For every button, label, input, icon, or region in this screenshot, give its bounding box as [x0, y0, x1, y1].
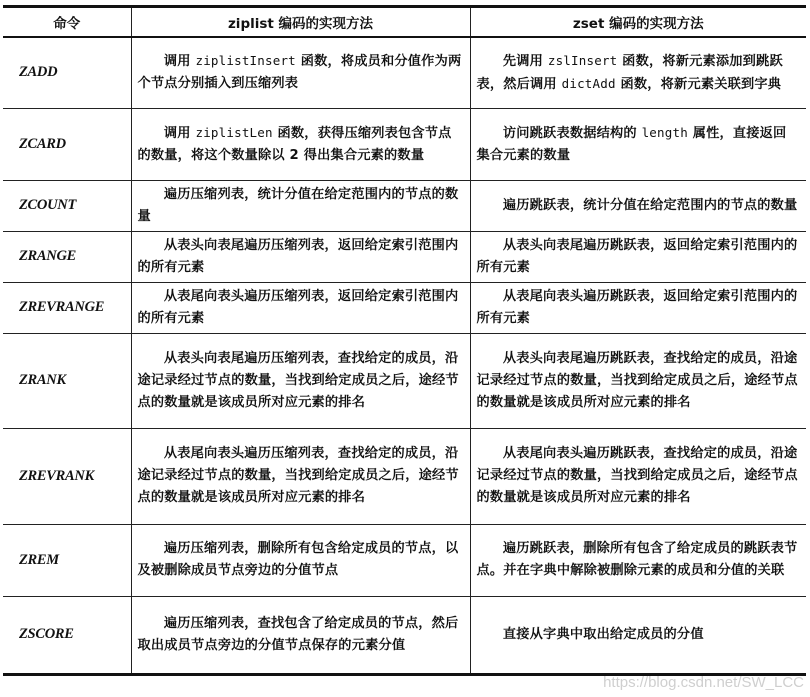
zset-impl-cell	[470, 108, 806, 180]
ziplist-impl-cell	[131, 428, 470, 524]
desc-text: 遍历压缩列表，删除所有包含给定成员的节点，以及被删除成员节点旁边的分值节点	[137, 541, 459, 578]
table-row	[3, 108, 806, 180]
zset-impl-cell	[470, 282, 806, 333]
desc-text: 遍历压缩列表，统计分值在给定范围内的节点的数量	[137, 186, 459, 224]
zset-impl-cell	[470, 37, 806, 108]
ziplist-impl-cell	[131, 282, 470, 333]
command-cell: ZREVRANK	[3, 428, 131, 524]
desc-text: 从表尾向表头遍历跳跃表，返回给定索引范围内的所有元素	[476, 288, 798, 326]
command-cell: ZREVRANGE	[3, 282, 131, 333]
zset-impl-cell	[470, 524, 806, 596]
header-row	[3, 7, 806, 38]
desc-text: 遍历压缩列表，查找包含了给定成员的节点，然后取出成员节点旁边的分值节点保存的元素分值	[137, 615, 459, 653]
ziplist-impl-cell	[131, 37, 470, 108]
ziplist-impl-cell	[131, 180, 470, 231]
table-row	[3, 596, 806, 674]
code-identifier: dictAdd	[561, 75, 616, 91]
command-cell: ZCARD	[3, 108, 131, 180]
ziplist-impl-cell	[131, 596, 470, 674]
desc-text: 访问跳跃表数据结构的	[502, 125, 642, 141]
redis-zset-commands-table	[3, 5, 806, 676]
code-identifier: ziplistLen	[195, 124, 273, 140]
table-body	[3, 37, 806, 674]
desc-text: 函数，将新元素添加到跳跃表，然后调用	[476, 53, 783, 92]
header-command: 命令	[3, 7, 131, 38]
table-row	[3, 428, 806, 524]
desc-text: 从表头向表尾遍历跳跃表，查找给定的成员，沿途记录经过节点的数量，当找到给定成员之后，途经节点的数量就是该成员所对应元素的排名	[476, 350, 798, 410]
code-identifier: ziplistInsert	[195, 53, 296, 69]
desc-text: 从表尾向表头遍历跳跃表，查找给定的成员，沿途记录经过节点的数量，当找到给定成员之后，途经节点的数量就是该成员所对应元素的排名	[476, 446, 798, 505]
table-row	[3, 282, 806, 333]
zset-impl-cell	[470, 333, 806, 428]
desc-text: 函数，获得压缩列表包含节点的数量，将这个数量除以 2 得出集合元素的数量	[137, 125, 452, 163]
ziplist-impl-cell	[131, 524, 470, 596]
zset-impl-cell	[470, 231, 806, 282]
desc-text: 先调用	[502, 53, 548, 69]
table-row	[3, 231, 806, 282]
desc-text: 从表头向表尾遍历压缩列表，返回给定索引范围内的所有元素	[137, 237, 459, 275]
table-row	[3, 37, 806, 108]
zset-impl-cell	[470, 428, 806, 524]
header-zset: zset 编码的实现方法	[470, 7, 806, 38]
command-cell: ZREM	[3, 524, 131, 596]
ziplist-impl-cell	[131, 333, 470, 428]
table-row	[3, 180, 806, 231]
desc-text: 遍历跳跃表，统计分值在给定范围内的节点的数量	[502, 197, 798, 213]
desc-text: 函数，将成员和分值作为两个节点分别插入到压缩列表	[137, 54, 462, 92]
code-identifier: zslInsert	[547, 52, 618, 68]
desc-text: 调用	[163, 125, 196, 141]
command-cell: ZADD	[3, 37, 131, 108]
code-identifier: length	[641, 124, 688, 140]
command-cell: ZSCORE	[3, 596, 131, 674]
zset-impl-cell	[470, 180, 806, 231]
desc-text: 从表头向表尾遍历跳跃表，返回给定索引范围内的所有元素	[476, 237, 798, 275]
command-cell: ZRANK	[3, 333, 131, 428]
header-ziplist: ziplist 编码的实现方法	[131, 7, 470, 38]
desc-text: 从表尾向表头遍历压缩列表，查找给定的成员，沿途记录经过节点的数量，当找到给定成员之后，途经节点的数量就是该成员所对应元素的排名	[137, 446, 459, 505]
desc-text: 遍历跳跃表，删除所有包含了给定成员的跳跃表节点。并在字典中解除被删除元素的成员和分值的关联	[476, 541, 798, 578]
desc-text: 从表头向表尾遍历压缩列表，查找给定的成员，沿途记录经过节点的数量，当找到给定成员之后，途经节点的数量就是该成员所对应元素的排名	[137, 350, 459, 410]
desc-text: 直接从字典中取出给定成员的分值	[502, 626, 704, 642]
table-row	[3, 333, 806, 428]
table-row	[3, 524, 806, 596]
ziplist-impl-cell	[131, 231, 470, 282]
command-cell: ZRANGE	[3, 231, 131, 282]
desc-text: 调用	[163, 54, 196, 70]
ziplist-impl-cell	[131, 108, 470, 180]
watermark: https://blog.csdn.net/SW_LCC	[603, 674, 804, 691]
command-cell: ZCOUNT	[3, 180, 131, 231]
desc-text: 函数，将新元素关联到字典	[615, 76, 782, 92]
desc-text: 从表尾向表头遍历压缩列表，返回给定索引范围内的所有元素	[137, 288, 459, 326]
zset-impl-cell	[470, 596, 806, 674]
desc-text: 属性，直接返回集合元素的数量	[476, 125, 787, 163]
